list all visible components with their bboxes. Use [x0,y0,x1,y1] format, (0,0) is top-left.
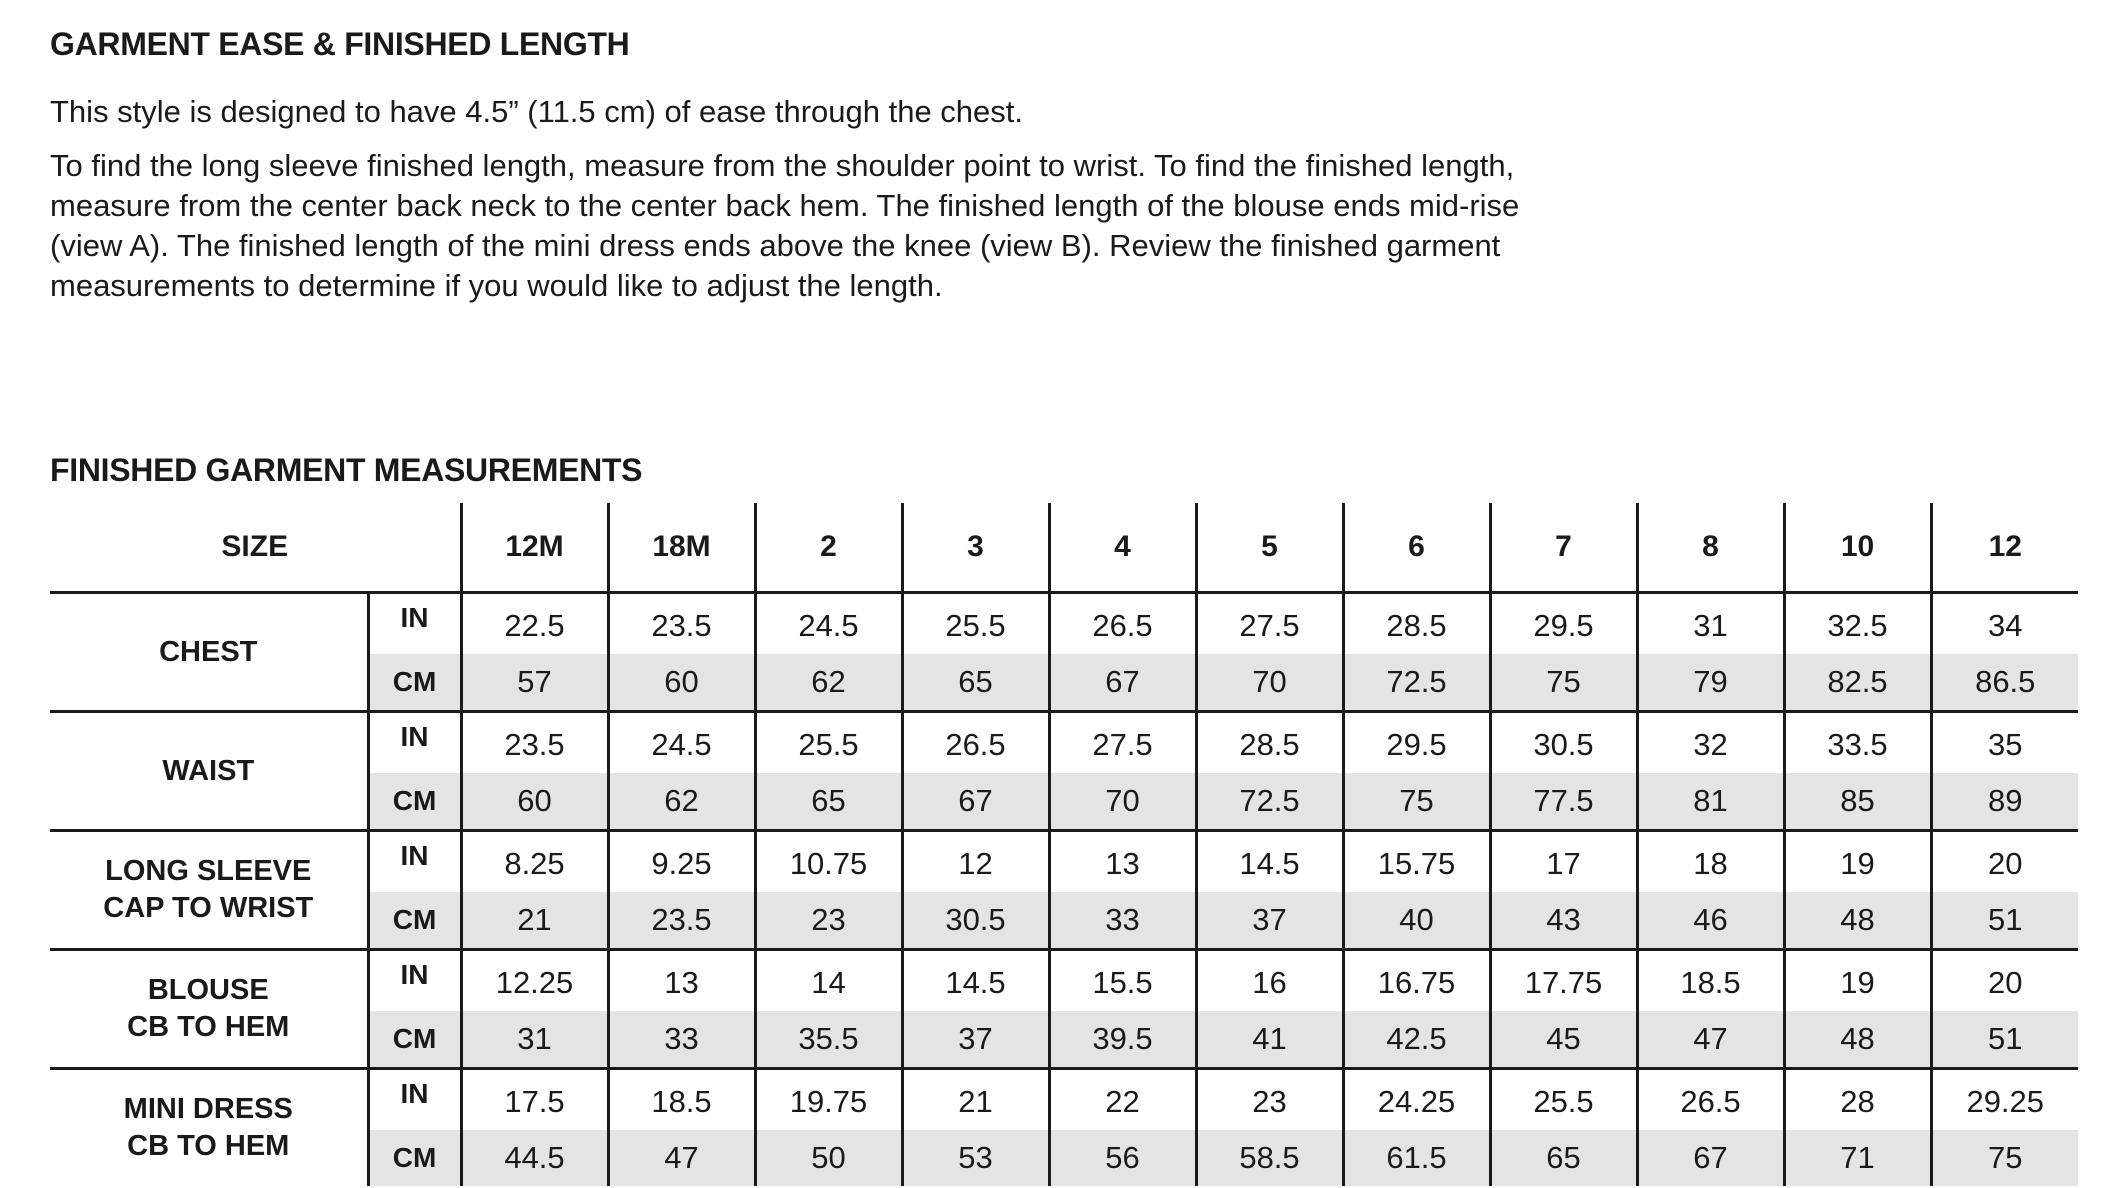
measurement-label [50,712,368,831]
measurement-value-in: 34 [1931,593,2078,655]
measurement-value-cm: 72.5 [1343,654,1490,712]
measurement-value-in: 20 [1931,831,2078,893]
measurements-section-title: FINISHED GARMENT MEASUREMENTS [50,452,643,488]
measurement-value-cm: 44.5 [461,1130,608,1186]
measurement-value-cm: 46 [1637,892,1784,950]
measurement-value-cm: 65 [1490,1130,1637,1186]
size-header-cell: 2 [755,503,902,593]
size-header: SIZE [50,503,461,593]
measurement-value-cm: 43 [1490,892,1637,950]
measurement-value-cm: 33 [1049,892,1196,950]
unit-in-label: IN [368,593,461,655]
unit-in-label: IN [368,831,461,893]
measurement-value-in: 19 [1784,831,1931,893]
measurement-value-in: 27.5 [1049,712,1196,774]
measurement-value-in: 30.5 [1490,712,1637,774]
measurement-value-in: 17 [1490,831,1637,893]
measurement-value-cm: 60 [461,773,608,831]
table-row [50,593,2078,655]
measurement-value-in: 35 [1931,712,2078,774]
measurement-value-in: 24.5 [755,593,902,655]
measurement-value-cm: 31 [461,1011,608,1069]
measurement-label-line: BLOUSE [147,974,269,1006]
measurement-value-in: 18 [1637,831,1784,893]
measurement-label-line: MINI DRESS [123,1093,293,1125]
unit-in-label: IN [368,1069,461,1131]
measurement-value-in: 23 [1196,1069,1343,1131]
measurement-value-cm: 53 [902,1130,1049,1186]
measurement-value-in: 18.5 [608,1069,755,1131]
measurements-table [50,503,2078,1186]
measurement-value-in: 22.5 [504,608,565,643]
measurement-value-in: 26.5 [1049,593,1196,655]
measurement-value-cm: 82.5 [1784,654,1931,712]
measurement-value-cm: 41 [1196,1011,1343,1069]
measurement-value-cm: 70 [1196,654,1343,712]
table-body [50,593,2078,1187]
measurement-value-in: 22 [1049,1069,1196,1131]
measurement-value-cm: 42.5 [1343,1011,1490,1069]
measurement-value-in: 24.25 [1343,1069,1490,1131]
measurement-value-cm: 35.5 [755,1011,902,1069]
measurement-value-cm: 45 [1490,1011,1637,1069]
measurement-value-cm: 60 [608,654,755,712]
measurement-value-in: 19.75 [755,1069,902,1131]
measurement-value-cm: 72.5 [1196,773,1343,831]
measurement-value-cm: 57 [461,654,608,712]
measurement-value-cm: 89 [1931,773,2078,831]
unit-cm-label: CM [368,654,461,712]
measurement-value-cm: 21 [461,892,608,950]
measurement-value-cm: 61.5 [1343,1130,1490,1186]
measurement-label-line: WAIST [162,754,255,787]
measurement-value-in: 14.5 [1196,831,1343,893]
measurement-value-in: 24.5 [608,712,755,774]
measurement-value-in: 15.5 [1049,950,1196,1012]
measurement-value-in: 13 [608,950,755,1012]
measurement-value-cm: 33 [608,1011,755,1069]
measurement-value-cm: 67 [1049,654,1196,712]
measurement-value-in: 27.5 [1196,593,1343,655]
measurement-value-in: 31 [1637,593,1784,655]
measurement-value-cm: 85 [1784,773,1931,831]
size-header-cell: 4 [1049,503,1196,593]
measurement-label-line: CAP TO WRIST [103,892,314,924]
measurement-value-in: 16 [1196,950,1343,1012]
measurement-value-cm: 37 [902,1011,1049,1069]
measurement-value-in: 26.5 [902,712,1049,774]
finished-length-paragraph: To find the long sleeve finished length, measure from the shoulder point to wrist. To find the finished length, measure from the center back neck to the center back hem. The finished length of the blouse ends mid-rise (view A). The finished length of the mini dress ends above the knee (view B). Review the finished garment measurements to determine if you would like to adjust the length. [50,148,1520,303]
measurement-value-cm: 51 [1931,1011,2078,1069]
size-header-cell: 5 [1196,503,1343,593]
table-row [50,1069,2078,1131]
measurement-value-cm: 48 [1784,892,1931,950]
size-header-cell: 8 [1637,503,1784,593]
unit-cm-label: CM [368,1130,461,1186]
measurement-value-cm: 23.5 [608,892,755,950]
measurement-value-in: 13 [1049,831,1196,893]
measurement-value-cm: 39.5 [1049,1011,1196,1069]
measurement-value-in: 23.5 [608,593,755,655]
measurement-value-cm: 50 [755,1130,902,1186]
measurement-value-in: 9.25 [608,831,755,893]
measurement-value-in: 14.5 [902,950,1049,1012]
measurement-value-cm: 56 [1049,1130,1196,1186]
measurement-value-in: 12.25 [495,965,574,1000]
measurement-value-cm: 37 [1196,892,1343,950]
measurement-value-in: 15.75 [1343,831,1490,893]
measurement-label [50,950,368,1069]
measurement-value-cm: 75 [1490,654,1637,712]
measurement-value-in: 29.25 [1931,1069,2078,1131]
measurement-value-cm: 40 [1343,892,1490,950]
measurement-value-cm: 70 [1049,773,1196,831]
measurement-value-cm: 23 [755,892,902,950]
measurement-value-in: 28.5 [1343,593,1490,655]
ease-section-title: GARMENT EASE & FINISHED LENGTH [50,26,630,62]
measurement-value-in: 25.5 [755,712,902,774]
measurement-value-in: 17.5 [504,1084,565,1119]
measurement-label [50,593,368,712]
measurement-value-cm: 79 [1637,654,1784,712]
unit-in-label: IN [368,712,461,774]
measurement-value-cm: 30.5 [902,892,1049,950]
table-row [50,950,2078,1012]
measurement-value-cm: 65 [755,773,902,831]
measurement-value-in: 28 [1784,1069,1931,1131]
ease-paragraph: This style is designed to have 4.5” (11.5 cm) of ease through the chest. [50,94,1024,129]
measurement-value-in: 17.75 [1490,950,1637,1012]
measurement-value-in: 20 [1931,950,2078,1012]
table-row [50,831,2078,893]
measurement-value-cm: 67 [902,773,1049,831]
measurement-value-in: 25.5 [902,593,1049,655]
measurement-value-in: 16.75 [1343,950,1490,1012]
unit-cm-label: CM [368,773,461,831]
measurement-label [50,831,368,950]
measurement-value-in: 32.5 [1784,593,1931,655]
measurement-value-in: 32 [1637,712,1784,774]
measurement-value-cm: 47 [608,1130,755,1186]
measurement-label-line: CB TO HEM [127,1011,290,1043]
measurement-value-cm: 71 [1784,1130,1931,1186]
measurement-value-cm: 75 [1931,1130,2078,1186]
measurement-value-in: 23.5 [504,727,565,762]
measurement-label-line: CB TO HEM [127,1130,290,1162]
measurement-value-cm: 77.5 [1490,773,1637,831]
measurement-value-in: 18.5 [1637,950,1784,1012]
measurement-value-cm: 65 [902,654,1049,712]
measurement-value-in: 12 [902,831,1049,893]
table-header-row [50,503,2078,593]
size-header-cell: 18M [608,503,755,593]
measurement-value-in: 8.25 [504,846,565,881]
measurement-value-in: 21 [902,1069,1049,1131]
measurement-label-line: CHEST [159,635,258,668]
unit-cm-label: CM [368,892,461,950]
measurement-value-cm: 62 [755,654,902,712]
size-header-cell: 12M [461,503,608,593]
measurement-value-cm: 81 [1637,773,1784,831]
size-header-cell: 12 [1931,503,2078,593]
measurement-value-in: 10.75 [755,831,902,893]
measurement-value-in: 19 [1784,950,1931,1012]
size-header-cell: 10 [1784,503,1931,593]
measurement-value-cm: 86.5 [1931,654,2078,712]
measurement-value-in: 29.5 [1490,593,1637,655]
measurement-value-cm: 51 [1931,892,2078,950]
measurement-value-cm: 58.5 [1196,1130,1343,1186]
measurement-value-cm: 47 [1637,1011,1784,1069]
measurement-value-cm: 48 [1784,1011,1931,1069]
measurement-value-cm: 75 [1343,773,1490,831]
unit-cm-label: CM [368,1011,461,1069]
measurement-value-in: 25.5 [1490,1069,1637,1131]
measurement-value-in: 33.5 [1784,712,1931,774]
measurement-value-in: 14 [755,950,902,1012]
measurement-value-in: 29.5 [1343,712,1490,774]
measurement-value-cm: 62 [608,773,755,831]
size-header-cell: 6 [1343,503,1490,593]
measurement-value-in: 26.5 [1637,1069,1784,1131]
unit-in-label: IN [368,950,461,1012]
measurement-label [50,1069,368,1187]
size-header-cell: 3 [902,503,1049,593]
measurement-value-cm: 67 [1637,1130,1784,1186]
size-header-cell: 7 [1490,503,1637,593]
measurement-value-in: 28.5 [1196,712,1343,774]
measurement-label-line: LONG SLEEVE [105,855,312,887]
table-row [50,712,2078,774]
